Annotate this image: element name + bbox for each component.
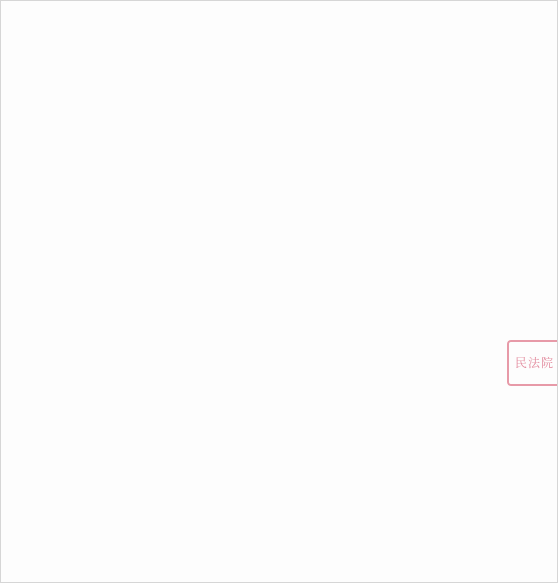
court-seal-stamp [507,340,557,386]
stamp-text: 民法院 [515,356,555,370]
